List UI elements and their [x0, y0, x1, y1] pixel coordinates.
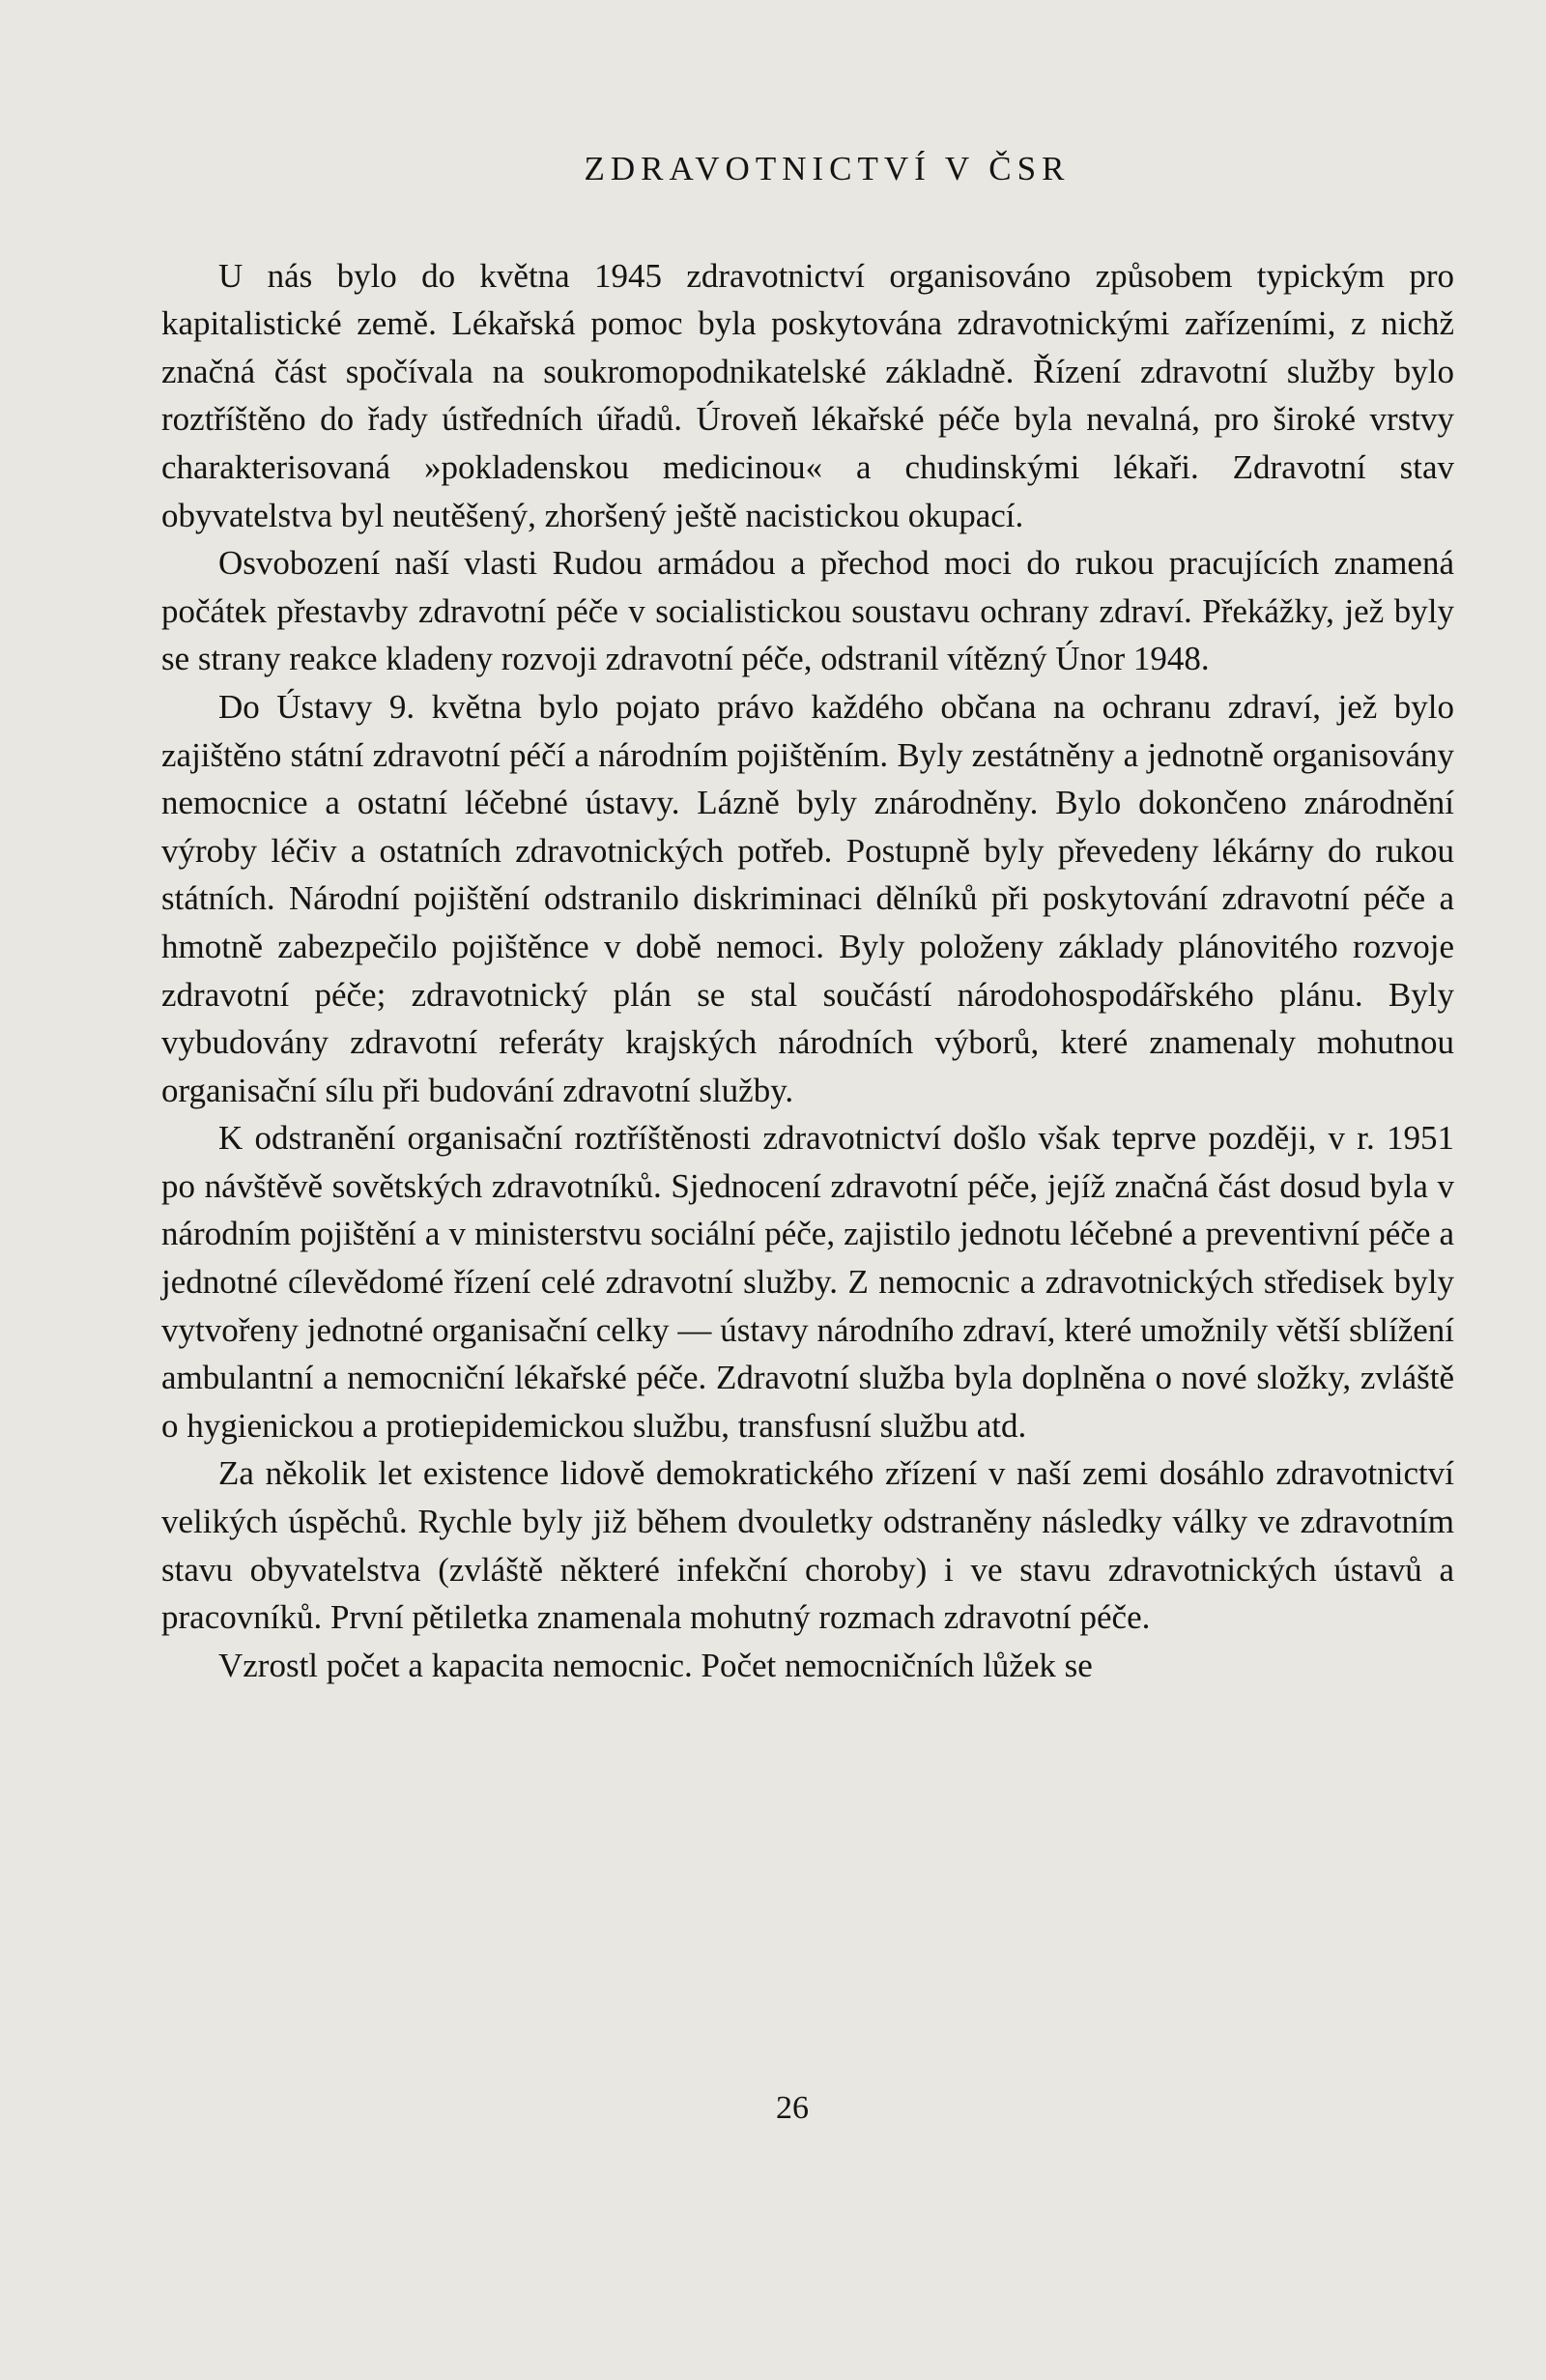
page-number: 26	[776, 2090, 809, 2126]
page-text	[161, 145, 1454, 1689]
paragraph-5: Za několik let existence lidově demokratického zřízení v naší zemi dosáhlo zdravotnictví velikých úspěchů. Rychle byly již během dvouletky odstraněny následky války ve zdravotním stavu obyvatelstva (zvláště některé infekční choroby) i ve stavu zdravotnických ústavů a pracovníků. První pětiletka znamenala mohutný rozmach zdravotní péče.	[161, 1454, 1454, 1637]
paragraph-4: K odstranění organisační roztříštěnosti zdravotnictví došlo však teprve později, v r. 1951 po návštěvě sovětských zdravotníků. Sjednocení zdravotní péče, jejíž značná část dosud byla v národním pojištění a v ministerstvu sociální péče, zajistilo jednotu léčebné a preventivní péče a jednotné cílevědomé řízení celé zdravotní služby. Z nemocnic a zdravotnických středisek byly vytvořeny jednotné organisační celky — ústavy národního zdraví, které umožnily větší sblížení ambulantní a nemocniční lékařské péče. Zdravotní služba byla doplněna o nové složky, zvláště o hygienickou a protiepidemickou službu, transfusní službu atd.	[161, 1119, 1454, 1445]
paragraph-3: Do Ústavy 9. května bylo pojato právo každého občana na ochranu zdraví, jež bylo zajištěno státní zdravotní péčí a národním pojištěním. Byly zestátněny a jednotně organisovány nemocnice a ostatní léčebné ústavy. Lázně byly znárodněny. Bylo dokončeno znárodnění výroby léčiv a ostatních zdravotnických potřeb. Postupně byly převedeny lékárny do rukou státních. Národní pojištění odstranilo diskriminaci dělníků při poskytování zdravotní péče a hmotně zabezpečilo pojištěnce v době nemoci. Byly položeny základy plánovitého rozvoje zdravotní péče; zdravotnický plán se stal součástí národohospodářského plánu. Byly vybudovány zdravotní referáty krajských národních výborů, které znamenaly mohutnou organisační sílu při budování zdravotní služby.	[161, 687, 1454, 1109]
paragraph-2: Osvobození naší vlasti Rudou armádou a přechod moci do rukou pracujících znamená počátek přestavby zdravotní péče v socialistickou soustavu ochrany zdraví. Překážky, jež byly se strany reakce kladeny rozvoji zdravotní péče, odstranil vítězný Únor 1948.	[161, 544, 1454, 678]
page-title: ZDRAVOTNICTVÍ V ČSR	[584, 150, 1071, 187]
paragraph-1: U nás bylo do května 1945 zdravotnictví organisováno způsobem typickým pro kapitalistické země. Lékařská pomoc byla poskytována zdravotnickými zařízeními, z nichž značná část spočívala na soukromopodnikatelské základně. Řízení zdravotní služby bylo roztříštěno do řady ústředních úřadů. Úroveň lékařské péče byla nevalná, pro široké vrstvy charakterisovaná »pokladenskou medicinou« a chudinskými lékaři. Zdravotní stav obyvatelstva byl neutěšený, zhoršený ještě nacistickou okupací.	[161, 256, 1454, 534]
paragraph-6: Vzrostl počet a kapacita nemocnic. Počet nemocničních lůžek se	[218, 1646, 1093, 1684]
